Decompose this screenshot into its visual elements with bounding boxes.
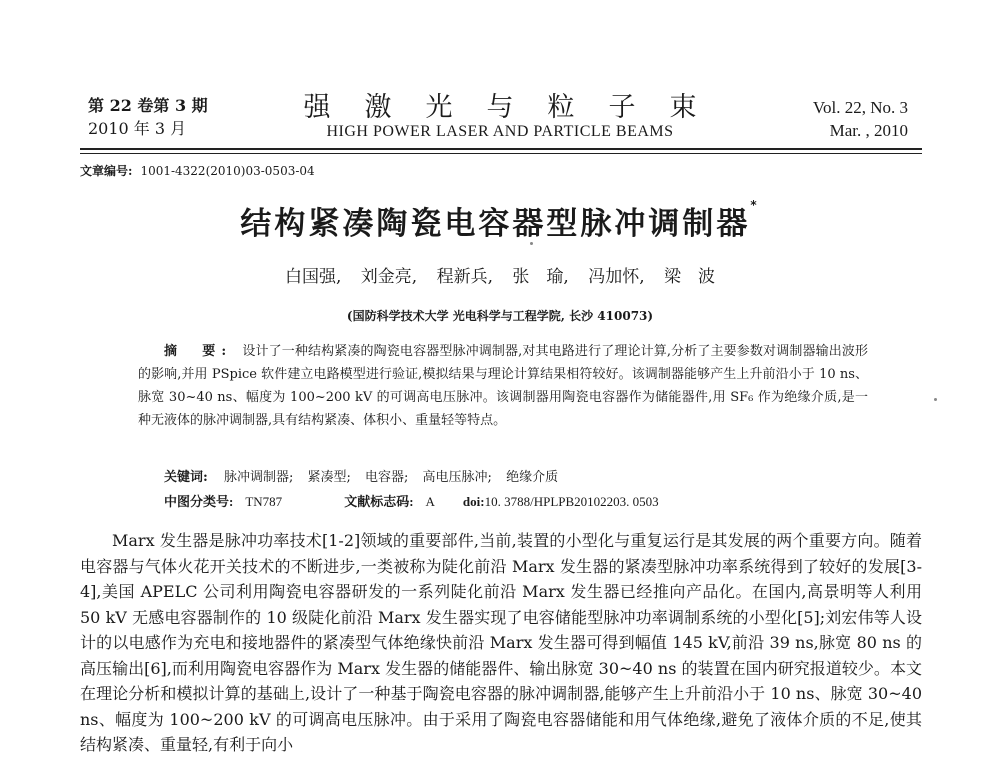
scan-speck — [530, 242, 533, 245]
article-number-label: 文章编号: — [80, 164, 133, 178]
keyword: 电容器; — [365, 470, 409, 485]
volume-issue-cn: 第 22 卷第 3 期 — [88, 96, 208, 115]
journal-name-en: HIGH POWER LASER AND PARTICLE BEAMS — [326, 123, 674, 140]
date-cn: 2010 年 3 月 — [88, 119, 187, 138]
keyword: 绝缘介质 — [506, 470, 559, 485]
article-number-value: 1001-4322(2010)03-0503-04 — [140, 164, 315, 178]
header-left — [88, 94, 208, 140]
header-rule-thin — [80, 153, 922, 154]
author: 白国强, — [284, 267, 342, 287]
abstract-text: 设计了一种结构紧凑的陶瓷电容器型脉冲调制器,对其电路进行了理论计算,分析了主要参数对调制器输出波形的影响,并用 PSpice 软件建立电路模型进行验证,模拟结果与理论计算结果相符较好。该调制器能够产生上升前沿小于 10 ns、脉宽 30~40 ns、幅度为 100~200 kV 的可调高电压脉冲。该调制器用陶瓷电容器作为储能器件,用 SF₆ 作为绝缘介质,是一种无液体的脉冲调制器,具有结构紧凑、体积小、重量轻等特点。 — [138, 344, 868, 428]
journal-name-cn: 强激光与粒子束 — [303, 92, 731, 123]
article-number — [80, 162, 315, 179]
header-rule-thick — [80, 148, 922, 150]
body-text — [80, 528, 922, 758]
keywords — [164, 466, 568, 485]
header-center — [280, 92, 731, 141]
clc-label: 中图分类号: — [164, 494, 234, 509]
title-footnote-mark: * — [750, 198, 760, 212]
header-right — [813, 96, 908, 142]
keyword: 高电压脉冲; — [422, 470, 492, 485]
scan-speck — [934, 398, 937, 401]
clc-value: TN787 — [245, 494, 283, 509]
author: 张 瑜, — [512, 267, 569, 287]
author: 冯加怀, — [588, 267, 645, 287]
paper-title — [0, 198, 1000, 243]
journal-header — [0, 94, 1000, 142]
keyword: 紧凑型; — [307, 470, 351, 485]
classification-line — [164, 491, 659, 510]
author: 刘金亮, — [360, 267, 418, 287]
affiliation: (国防科学技术大学 光电科学与工程学院, 长沙 410073) — [346, 309, 654, 323]
doc-code-value: A — [425, 494, 435, 509]
author-list — [0, 262, 1000, 287]
author: 梁 波 — [664, 267, 716, 287]
keywords-label: 关键词: — [164, 470, 208, 485]
abstract — [138, 340, 868, 432]
doc-code-label: 文献标志码: — [344, 494, 414, 509]
author: 程新兵, — [436, 267, 493, 287]
paper-title-text: 结构紧凑陶瓷电容器型脉冲调制器 — [240, 206, 751, 242]
body-paragraph: Marx 发生器是脉冲功率技术[1-2]领域的重要部件,当前,装置的小型化与重复运行是其发展的两个重要方向。随着电容器与气体火花开关技术的不断进步,一类被称为陡化前沿 Marx 发生器的紧凑型脉冲功率系统得到了较好的发展[3-4],美国 APELC 公司利用陶瓷电容器研发的一系列陡化前沿 Marx 发生器已经推向产品化。在国内,高景明等人利用 50 kV 无感电容器制作的 10 级陡化前沿 Marx 发生器实现了电容储能型脉冲功率调制系统的小型化[5];刘宏伟等人设计的以电感作为充电和接地器件的紧凑型气体绝缘快前沿 Marx 发生器可得到幅值 145 kV,前沿 39 ns,脉宽 80 ns 的高压输出[6],而利用陶瓷电容器作为 Marx 发生器的储能器件、输出脉宽 30~40 ns 的装置在国内研究报道较少。本文在理论分析和模拟计算的基础上,设计了一种基于陶瓷电容器的脉冲调制器,能够产生上升前沿小于 10 ns、脉宽 30~40 ns、幅度为 100~200 kV 的可调高电压脉冲。由于采用了陶瓷电容器储能和用气体绝缘,避免了液体介质的不足,使其结构紧凑、重量轻,有利于向小 — [80, 531, 922, 754]
doi-label: doi: — [462, 494, 485, 509]
abstract-label: 摘 要: — [164, 344, 233, 359]
volume-issue-en: Vol. 22, No. 3 — [812, 98, 908, 117]
keyword: 脉冲调制器; — [223, 470, 294, 485]
doi-value: 10. 3788/HPLPB20102203. 0503 — [484, 494, 659, 509]
date-en: Mar. , 2010 — [829, 121, 908, 140]
